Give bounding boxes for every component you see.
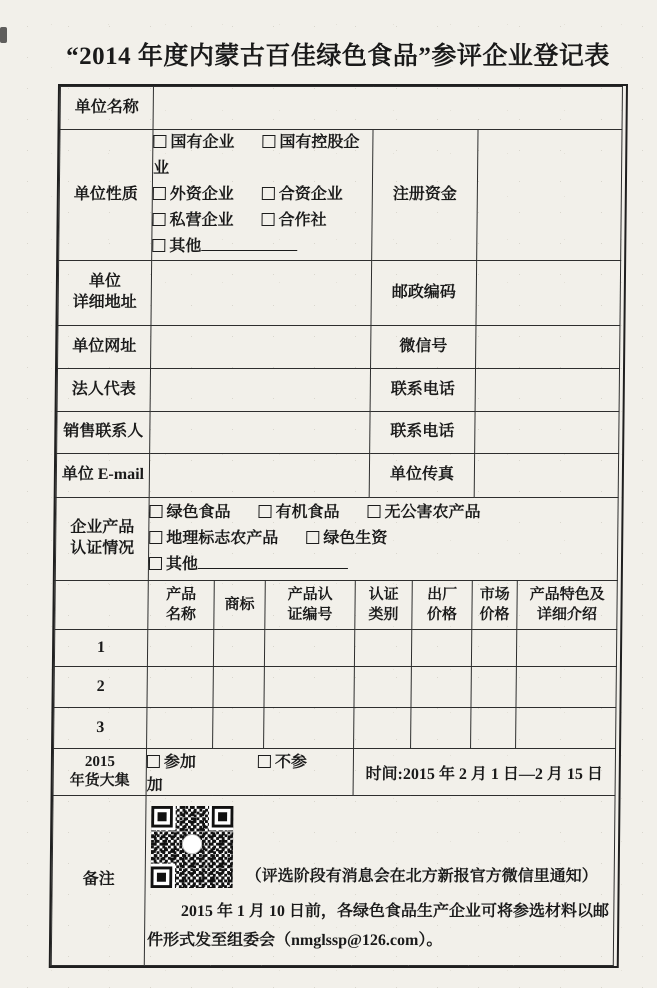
label-sales-contact: 销售联系人 xyxy=(57,412,150,454)
product-1-market-price-cell[interactable] xyxy=(471,630,516,667)
label-unit-name: 单位名称 xyxy=(60,87,153,130)
checkbox-icon[interactable] xyxy=(147,755,160,768)
certification-options xyxy=(148,498,618,581)
checkbox-icon[interactable] xyxy=(258,755,271,768)
wechat-id-input-cell[interactable] xyxy=(476,326,620,369)
product-1-trademark-cell[interactable] xyxy=(213,630,264,667)
product-3-market-price-cell[interactable] xyxy=(471,708,516,749)
product-1-name-cell[interactable] xyxy=(147,630,213,667)
label-postal-code: 邮政编码 xyxy=(371,261,477,326)
label-2015-fair: 2015 年货大集 xyxy=(53,749,146,796)
checkbox-icon[interactable] xyxy=(149,505,162,518)
checkbox-join-fair[interactable] xyxy=(147,754,196,771)
label-unit-nature: 单位性质 xyxy=(59,130,153,261)
product-1-features-cell[interactable] xyxy=(516,630,616,667)
option-label: 合资企业 xyxy=(278,186,343,203)
checkbox-state-owned[interactable] xyxy=(153,134,234,151)
unit-nature-line-3 xyxy=(152,208,371,234)
checkbox-joint-venture[interactable] xyxy=(262,186,343,203)
certification-line-3 xyxy=(149,552,617,578)
unit-nature-line-4 xyxy=(152,234,371,260)
product-header-blank xyxy=(55,581,149,630)
form-upper-table xyxy=(55,86,623,581)
certification-line-2 xyxy=(149,526,617,552)
product-2-name-cell[interactable] xyxy=(147,667,213,708)
option-label: 参加 xyxy=(163,754,196,771)
registration-form xyxy=(49,84,628,968)
option-label: 其他 xyxy=(165,556,199,573)
checkbox-icon[interactable] xyxy=(152,239,165,252)
unit-email-input-cell[interactable] xyxy=(149,454,369,498)
checkbox-icon[interactable] xyxy=(149,531,162,544)
product-row-3 xyxy=(54,708,616,749)
wechat-qr-code xyxy=(148,806,237,888)
product-3-name-cell[interactable] xyxy=(147,708,213,749)
product-2-cert-number-cell[interactable] xyxy=(264,667,354,708)
product-table xyxy=(51,580,618,966)
label-registered-capital: 注册资金 xyxy=(372,130,478,261)
sales-phone-input-cell[interactable] xyxy=(475,412,619,454)
scan-artifact xyxy=(0,27,7,43)
unit-nature-line-2 xyxy=(153,182,372,208)
fair-row xyxy=(53,749,615,796)
label-certification-status: 企业产品 认证情况 xyxy=(55,498,149,581)
checkbox-other-nature[interactable] xyxy=(152,238,297,255)
checkbox-geographic-indication[interactable] xyxy=(149,530,278,547)
product-2-features-cell[interactable] xyxy=(516,667,616,708)
other-nature-blank-line[interactable] xyxy=(201,236,297,251)
other-certification-blank-line[interactable] xyxy=(198,554,348,569)
label-legal-representative: 法人代表 xyxy=(57,369,150,412)
remarks-row xyxy=(51,796,615,966)
option-label: 地理标志农产品 xyxy=(166,530,279,547)
sales-contact-input-cell[interactable] xyxy=(150,412,370,454)
product-header-market-price: 市场 价格 xyxy=(472,581,518,630)
checkbox-private[interactable] xyxy=(152,212,233,229)
remarks-content xyxy=(144,796,615,966)
option-label: 其他 xyxy=(169,238,202,255)
option-label: 绿色食品 xyxy=(166,504,231,521)
product-3-features-cell[interactable] xyxy=(516,708,616,749)
checkbox-green-production-material[interactable] xyxy=(306,530,387,547)
product-2-trademark-cell[interactable] xyxy=(213,667,264,708)
label-unit-email: 单位 E-mail xyxy=(56,454,149,498)
option-label: 合作社 xyxy=(278,212,327,229)
product-2-factory-price-cell[interactable] xyxy=(411,667,471,708)
product-row-1 xyxy=(54,630,616,667)
checkbox-foreign-owned[interactable] xyxy=(153,186,234,203)
checkbox-icon[interactable] xyxy=(258,505,271,518)
submission-text: 2015 年 1 月 10 日前，各绿色食品生产企业可将参选材料以邮件形式发至组委会（ xyxy=(146,902,610,949)
registered-capital-input-cell[interactable] xyxy=(477,130,622,261)
product-row-number: 1 xyxy=(54,630,147,667)
submission-text-end: ）。 xyxy=(418,931,443,949)
product-1-cert-number-cell[interactable] xyxy=(264,630,354,667)
product-header-factory-price: 出厂 价格 xyxy=(412,581,473,630)
product-row-2 xyxy=(54,667,616,708)
checkbox-icon[interactable] xyxy=(153,135,166,148)
label-remarks: 备注 xyxy=(51,796,146,966)
product-3-trademark-cell[interactable] xyxy=(213,708,264,749)
product-header-features: 产品特色及 详细介绍 xyxy=(517,581,618,630)
product-3-cert-category-cell[interactable] xyxy=(354,708,411,749)
checkbox-icon[interactable] xyxy=(153,213,166,226)
unit-address-input-cell[interactable] xyxy=(151,261,372,326)
unit-nature-options xyxy=(152,130,373,261)
legal-rep-phone-input-cell[interactable] xyxy=(475,369,619,412)
product-header-name: 产品 名称 xyxy=(148,581,215,630)
checkbox-icon[interactable] xyxy=(262,213,275,226)
option-label: 国有企业 xyxy=(170,134,235,151)
committee-email: nmglssp@126.com xyxy=(290,931,419,949)
selection-notice-text: （评选阶段有消息会在北方新报官方微信里通知） xyxy=(245,867,598,885)
option-label: 国有控股企业 xyxy=(153,134,360,177)
submission-instructions xyxy=(147,898,612,956)
postal-code-input-cell[interactable] xyxy=(476,261,621,326)
product-row-number: 2 xyxy=(54,667,147,708)
checkbox-green-food[interactable] xyxy=(149,504,230,521)
option-label: 外资企业 xyxy=(169,186,234,203)
legal-representative-input-cell[interactable] xyxy=(150,369,370,412)
product-2-market-price-cell[interactable] xyxy=(471,667,516,708)
checkbox-pollution-free-produce[interactable] xyxy=(367,504,480,521)
product-1-factory-price-cell[interactable] xyxy=(411,630,471,667)
checkbox-icon[interactable] xyxy=(149,557,162,570)
checkbox-cooperative[interactable] xyxy=(261,212,326,229)
product-2-cert-category-cell[interactable] xyxy=(354,667,411,708)
unit-nature-line-1 xyxy=(153,130,373,182)
unit-website-input-cell[interactable] xyxy=(151,326,371,369)
checkbox-icon[interactable] xyxy=(306,531,319,544)
option-label: 无公害农产品 xyxy=(384,504,481,521)
unit-name-input-cell[interactable] xyxy=(153,87,622,130)
certification-line-1 xyxy=(149,500,617,526)
option-label: 有机食品 xyxy=(275,504,340,521)
checkbox-icon[interactable] xyxy=(367,505,380,518)
label-wechat-id: 微信号 xyxy=(371,326,476,369)
checkbox-icon[interactable] xyxy=(262,135,275,148)
label-sales-phone: 联系电话 xyxy=(370,412,475,454)
checkbox-icon[interactable] xyxy=(153,187,166,200)
option-label: 不参加 xyxy=(146,754,308,794)
unit-fax-input-cell[interactable] xyxy=(474,454,618,498)
product-1-cert-category-cell[interactable] xyxy=(354,630,411,667)
option-label: 私营企业 xyxy=(169,212,234,229)
checkbox-icon[interactable] xyxy=(262,187,275,200)
product-3-cert-number-cell[interactable] xyxy=(264,708,354,749)
form-title: “2014 年度内蒙古百佳绿色食品”参评企业登记表 xyxy=(66,43,610,70)
checkbox-other-certification[interactable] xyxy=(149,556,348,573)
label-unit-fax: 单位传真 xyxy=(369,454,474,498)
product-header-cert-category: 认证 类别 xyxy=(355,581,413,630)
fair-participation-options xyxy=(146,749,353,796)
product-3-factory-price-cell[interactable] xyxy=(411,708,471,749)
fair-time-text: 时间:2015 年 2 月 1 日—2 月 15 日 xyxy=(353,749,615,796)
label-unit-address: 单位 详细地址 xyxy=(58,261,152,326)
product-header-cert-number: 产品认 证编号 xyxy=(265,581,356,630)
option-label: 绿色生资 xyxy=(323,530,388,547)
label-legal-rep-phone: 联系电话 xyxy=(370,369,475,412)
label-unit-website: 单位网址 xyxy=(58,326,151,369)
checkbox-organic-food[interactable] xyxy=(258,504,339,521)
product-header-trademark: 商标 xyxy=(214,581,266,630)
product-row-number: 3 xyxy=(54,708,147,749)
